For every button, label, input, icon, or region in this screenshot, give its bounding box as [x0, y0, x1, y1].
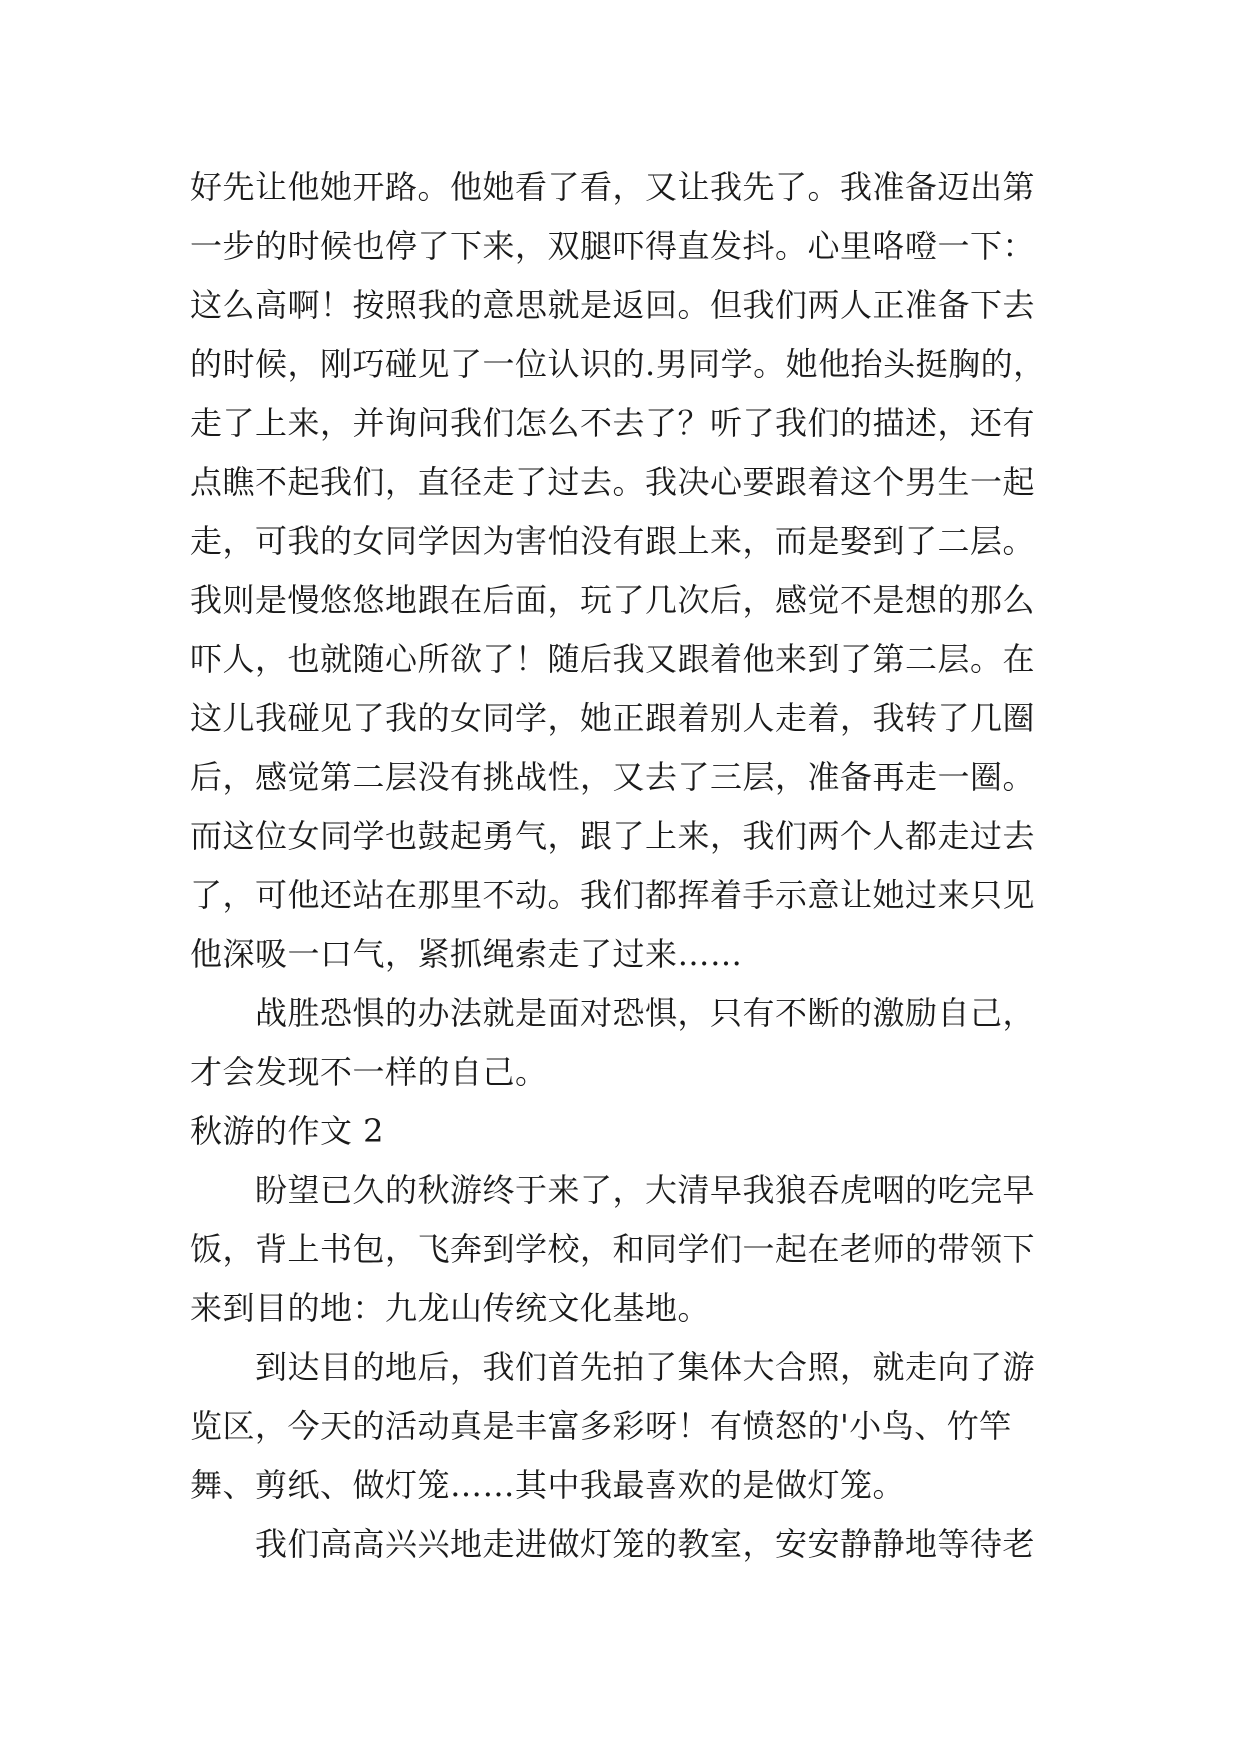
text-line: 这么高啊！按照我的意思就是返回。但我们两人正准备下去 — [190, 286, 1036, 324]
heading-text: 秋游的作文 2 — [190, 1112, 385, 1150]
paragraph-3 — [190, 1161, 1090, 1338]
text-line: 这儿我碰见了我的女同学，她正跟着别人走着，我转了几圈 — [190, 699, 1036, 737]
text-line: 到达目的地后，我们首先拍了集体大合照，就走向了游 — [255, 1348, 1036, 1386]
text-line: 览区，今天的活动真是丰富多彩呀！有愤怒的'小鸟、竹竿 — [190, 1407, 1012, 1445]
text-line: 舞、剪纸、做灯笼……其中我最喜欢的是做灯笼。 — [190, 1466, 906, 1504]
text-line: 点瞧不起我们，直径走了过去。我决心要跟着这个男生一起 — [190, 463, 1036, 501]
text-line: 吓人，也就随心所欲了！随后我又跟着他来到了第二层。在 — [190, 640, 1036, 678]
text-line: 一步的时候也停了下来，双腿吓得直发抖。心里咯噔一下： — [190, 227, 1036, 265]
text-line: 我则是慢悠悠地跟在后面，玩了几次后，感觉不是想的那么 — [190, 581, 1036, 619]
text-line: 才会发现不一样的自己。 — [190, 1053, 548, 1091]
text-line: 战胜恐惧的办法就是面对恐惧，只有不断的激励自己， — [255, 994, 1036, 1032]
text-line: 饭，背上书包，飞奔到学校，和同学们一起在老师的带领下 — [190, 1230, 1036, 1268]
text-line: 了，可他还站在那里不动。我们都挥着手示意让她过来只见 — [190, 876, 1036, 914]
text-line: 而这位女同学也鼓起勇气，跟了上来，我们两个人都走过去 — [190, 817, 1036, 855]
text-line: 我们高高兴兴地走进做灯笼的教室，安安静静地等待老 — [255, 1525, 1036, 1563]
paragraph-2 — [190, 984, 1090, 1102]
text-line: 走，可我的女同学因为害怕没有跟上来，而是娶到了二层。 — [190, 522, 1036, 560]
section-heading — [190, 1102, 1090, 1161]
text-line: 盼望已久的秋游终于来了，大清早我狼吞虎咽的吃完早 — [255, 1171, 1036, 1209]
text-line: 好先让他她开路。他她看了看，又让我先了。我准备迈出第 — [190, 168, 1036, 206]
paragraph-5 — [190, 1515, 1090, 1574]
text-line: 来到目的地：九龙山传统文化基地。 — [190, 1289, 711, 1327]
document-body — [190, 158, 1090, 1574]
text-line: 走了上来，并询问我们怎么不去了？听了我们的描述，还有 — [190, 404, 1036, 442]
text-line: 的时候，刚巧碰见了一位认识的.男同学。她他抬头挺胸的， — [190, 345, 1046, 383]
text-line: 他深吸一口气，紧抓绳索走了过来…… — [190, 935, 743, 973]
paragraph-4 — [190, 1338, 1090, 1515]
text-line: 后，感觉第二层没有挑战性，又去了三层，准备再走一圈。 — [190, 758, 1036, 796]
paragraph-1 — [190, 158, 1090, 984]
